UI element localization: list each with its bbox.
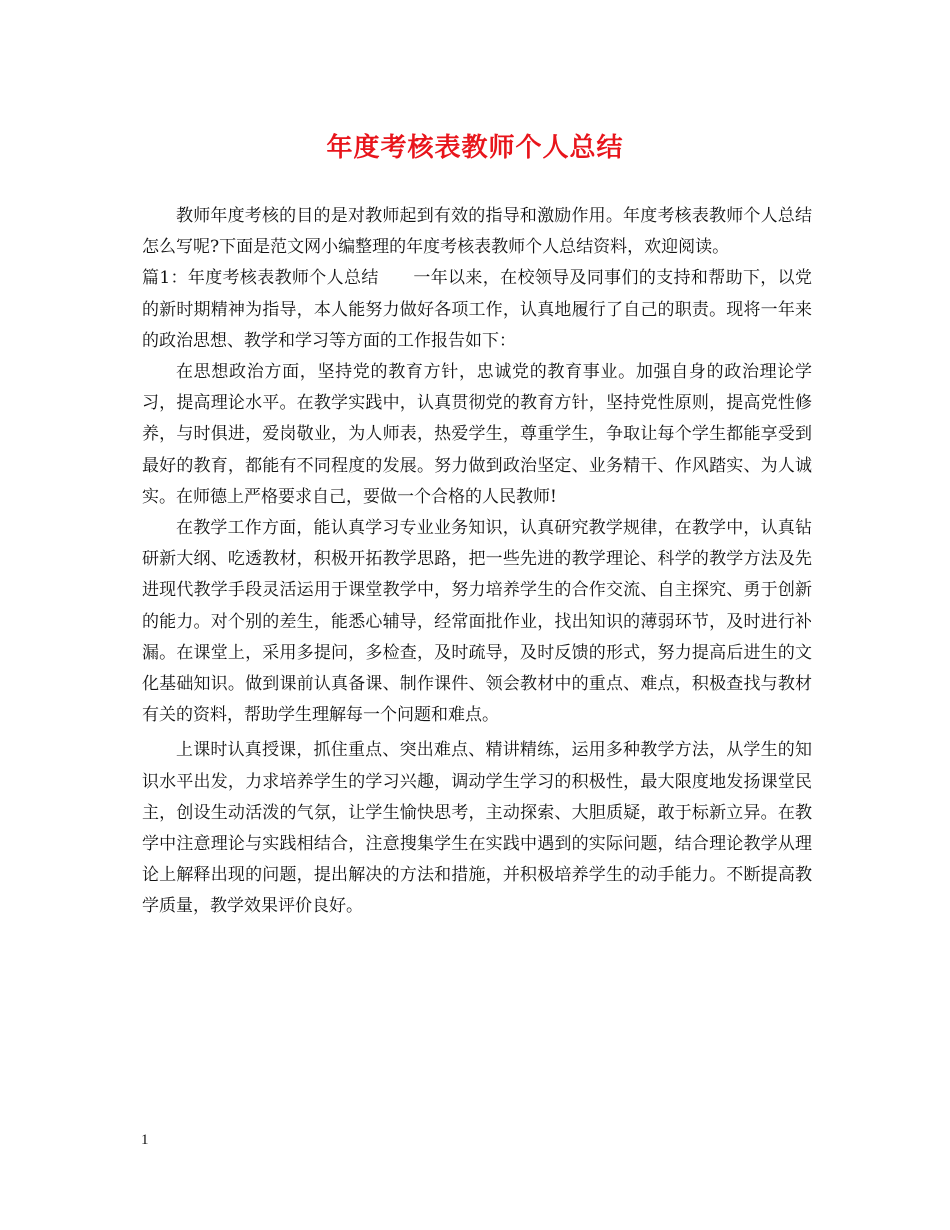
paragraph-intro: 教师年度考核的目的是对教师起到有效的指导和激励作用。年度考核表教师个人总结怎么写呢?下面是范文网小编整理的年度考核表教师个人总结资料，欢迎阅读。 <box>142 206 812 258</box>
page-number: 1 <box>141 1132 149 1148</box>
document-title: 年度考核表教师个人总结 <box>326 133 624 163</box>
paragraph-teaching: 在教学工作方面，能认真学习专业业务知识，认真研究教学规律，在教学中，认真钻研新大纲、吃透教材，积极开拓教学思路，把一些先进的教学理论、科学的教学方法及先进现代教学手段灵活运用于课堂教学中，努力培养学生的合作交流、自主探究、勇于创新的能力。对个别的差生，能悉心辅导，经常面批作业，找出知识的薄弱环节，及时进行补漏。在课堂上，采用多提问，多检查，及时疏导，及时反馈的形式，努力提高后进生的文化基础知识。做到课前认真备课、制作课件、领会教材中的重点、难点，积极查找与教材有关的资料，帮助学生理解每一个问题和难点。 <box>142 518 812 726</box>
paragraph-classroom: 上课时认真授课，抓住重点、突出难点、精讲精练，运用多种教学方法，从学生的知识水平出发，力求培养学生的学习兴趣，调动学生学习的积极性，最大限度地发扬课堂民主，创设生动活泼的气氛，让学生愉快思考，主动探索、大胆质疑，敢于标新立异。在教学中注意理论与实践相结合，注意搜集学生在实践中遇到的实际问题，结合理论教学从理论上解释出现的问题，提出解决的方法和措施，并积极培养学生的动手能力。不断提高教学质量，教学效果评价良好。 <box>142 740 812 917</box>
paragraph-political: 在思想政治方面，坚持党的教育方针，忠诚党的教育事业。加强自身的政治理论学习，提高理论水平。在教学实践中，认真贯彻党的教育方针，坚持党性原则，提高党性修养，与时俱进，爱岗敬业，为人师表，热爱学生，尊重学生，争取让每个学生都能享受到最好的教育，都能有不同程度的发展。努力做到政治坚定、业务精干、作风踏实、为人诚实。在师德上严格要求自己，要做一个合格的人民教师! <box>142 362 812 507</box>
paragraph-section-1: 篇1：年度考核表教师个人总结 一年以来，在校领导及同事们的支持和帮助下，以党的新时期精神为指导，本人能努力做好各项工作，认真地履行了自己的职责。现将一年来的政治思想、教学和学习等方面的工作报告如下： <box>142 268 812 351</box>
document-body <box>142 201 812 923</box>
